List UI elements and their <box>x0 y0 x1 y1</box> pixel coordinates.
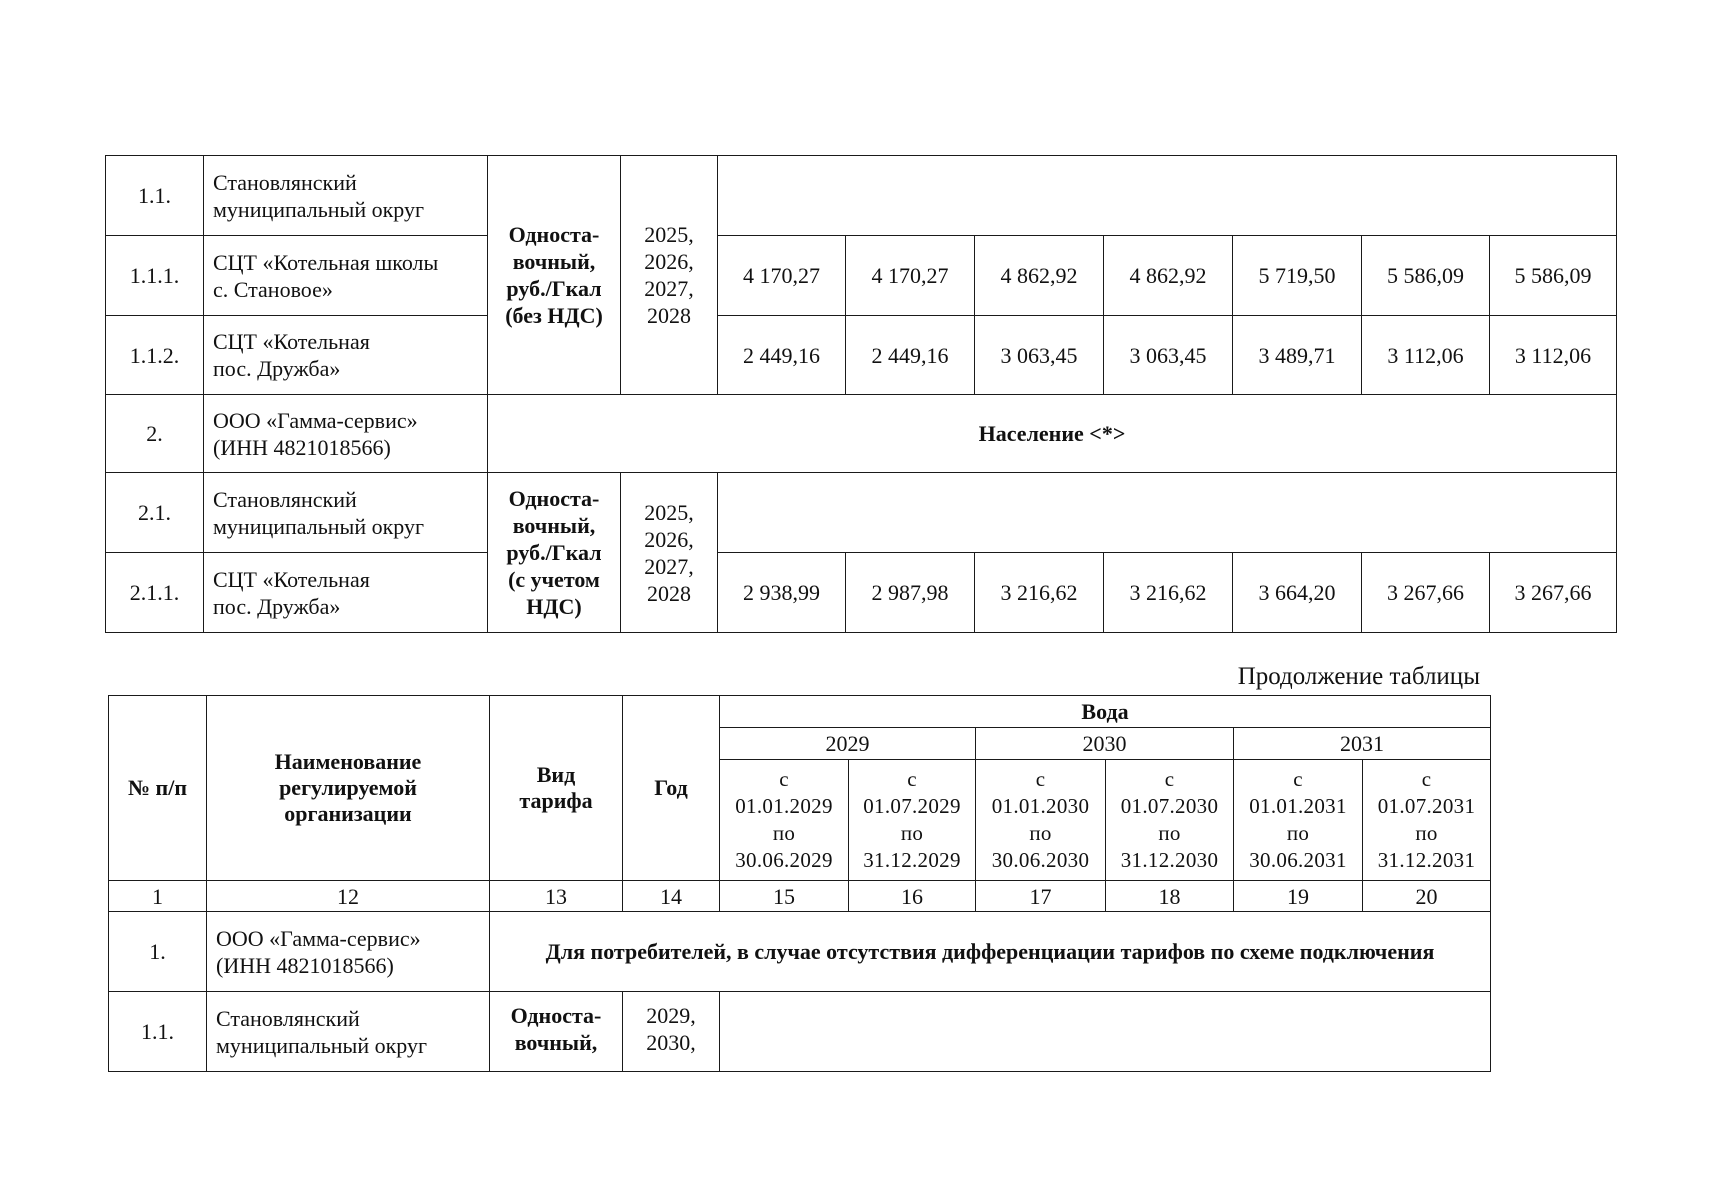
header-num: № п/п <box>109 696 207 881</box>
value-cell: 4 170,27 <box>846 236 975 316</box>
tariff-table-part1 <box>105 155 1617 633</box>
tariff-line: Односта- <box>508 222 600 247</box>
years-cell <box>623 992 720 1072</box>
value-cell: 2 449,16 <box>718 316 846 395</box>
period-line: 01.07.2029 <box>863 794 961 818</box>
value-cell: 5 586,09 <box>1490 236 1617 316</box>
header-year-2029: 2029 <box>720 728 976 760</box>
org-name-line: ООО «Гамма-сервис» <box>216 925 421 951</box>
years-cell <box>621 473 718 633</box>
column-number-row <box>109 881 1491 912</box>
value-cell: 3 267,66 <box>1362 553 1490 633</box>
tariff-type <box>488 473 621 633</box>
period-line: 01.01.2031 <box>1249 794 1347 818</box>
period-line: 01.01.2030 <box>991 794 1090 818</box>
period-line: с <box>907 767 917 791</box>
table-row <box>109 912 1491 992</box>
period-line: с <box>1421 767 1432 791</box>
year-line: 2026, <box>644 249 694 274</box>
org-name <box>204 473 488 553</box>
row-number: 1.1.1. <box>106 236 204 316</box>
period-line: 31.12.2031 <box>1377 848 1476 872</box>
header-year-2030: 2030 <box>976 728 1234 760</box>
header-group-water: Вода <box>720 696 1491 728</box>
header-line: тарифа <box>519 788 593 813</box>
table-row <box>106 473 1617 553</box>
header-period <box>1363 760 1491 881</box>
tariff-line: Односта- <box>510 1003 602 1028</box>
org-name-line: ООО «Гамма-сервис» <box>213 407 418 433</box>
value-cell: 5 719,50 <box>1233 236 1362 316</box>
row-number: 1.1.2. <box>106 316 204 395</box>
org-name-line: Становлянский <box>216 1005 360 1031</box>
period-line: 30.06.2030 <box>991 848 1090 872</box>
value-cell: 3 489,71 <box>1233 316 1362 395</box>
period-line: с <box>1035 767 1046 791</box>
tariff-line: вочный, <box>512 249 596 274</box>
header-period <box>1106 760 1234 881</box>
value-cell: 3 112,06 <box>1362 316 1490 395</box>
header-line: Наименование <box>274 749 422 774</box>
org-name-line: муниципальный округ <box>216 1032 428 1058</box>
period-line: по <box>1415 821 1438 845</box>
header-period <box>849 760 976 881</box>
tariff-line: Односта- <box>508 486 600 511</box>
org-name-line: Становлянский <box>213 169 357 195</box>
org-name <box>204 316 488 395</box>
value-cell: 4 862,92 <box>975 236 1104 316</box>
org-name-line: муниципальный округ <box>213 196 425 222</box>
value-cell: 3 063,45 <box>1104 316 1233 395</box>
row-number: 2. <box>106 395 204 473</box>
column-number: 12 <box>207 881 490 912</box>
table-row <box>109 992 1491 1072</box>
header-year: Год <box>623 696 720 881</box>
column-number: 18 <box>1106 881 1234 912</box>
org-name-line: пос. Дружба» <box>213 356 341 381</box>
year-line: 2025, <box>644 222 694 247</box>
period-line: 30.06.2031 <box>1249 848 1347 872</box>
column-number: 14 <box>623 881 720 912</box>
org-name <box>204 236 488 316</box>
period-line: с <box>1164 767 1175 791</box>
org-name <box>204 553 488 633</box>
row-number: 2.1. <box>106 473 204 553</box>
continuation-label: Продолжение таблицы <box>1237 663 1480 690</box>
org-name-line: СЦТ «Котельная школы <box>213 249 439 275</box>
period-line: 01.07.2030 <box>1120 794 1219 818</box>
header-line: организации <box>284 801 412 826</box>
tariff-line: вочный, <box>512 513 596 538</box>
period-line: по <box>1158 821 1181 845</box>
period-line: 01.07.2031 <box>1377 794 1476 818</box>
table-row <box>106 553 1617 633</box>
org-name <box>207 912 490 992</box>
year-line: 2028 <box>647 303 691 328</box>
org-name-line: с. Становое» <box>213 276 333 302</box>
value-cell: 3 664,20 <box>1233 553 1362 633</box>
org-name <box>207 992 490 1072</box>
value-cell: 3 112,06 <box>1490 316 1617 395</box>
org-name <box>204 156 488 236</box>
value-cell: 5 586,09 <box>1362 236 1490 316</box>
year-line: 2026, <box>644 526 694 552</box>
header-line: Вид <box>536 762 576 787</box>
tariff-line: (без НДС) <box>505 303 603 328</box>
period-line: 31.12.2029 <box>863 848 961 872</box>
period-line: 30.06.2029 <box>735 848 833 872</box>
column-number: 20 <box>1363 881 1491 912</box>
row-number: 1. <box>109 912 207 992</box>
table-row <box>106 236 1617 316</box>
tariff-type <box>490 992 623 1072</box>
column-number: 13 <box>490 881 623 912</box>
period-line: с <box>779 767 789 791</box>
org-name-line: СЦТ «Котельная <box>213 566 370 592</box>
value-cell: 3 267,66 <box>1490 553 1617 633</box>
header-period <box>1234 760 1363 881</box>
column-number: 1 <box>109 881 207 912</box>
empty-span-cell <box>720 992 1491 1072</box>
tariff-type <box>488 156 621 395</box>
org-name-line: СЦТ «Котельная <box>213 329 370 354</box>
value-cell: 2 449,16 <box>846 316 975 395</box>
row-number: 1.1. <box>106 156 204 236</box>
consumer-category: Население <*> <box>488 395 1617 473</box>
header-name <box>207 696 490 881</box>
header-line: регулируемой <box>279 775 417 800</box>
value-cell: 4 170,27 <box>718 236 846 316</box>
consumer-category: Для потребителей, в случае отсутствия дифференциации тарифов по схеме подключения <box>490 912 1491 992</box>
column-number: 19 <box>1234 881 1363 912</box>
year-line: 2030, <box>646 1030 696 1055</box>
period-line: по <box>1286 821 1310 845</box>
period-line: по <box>1029 821 1052 845</box>
year-line: 2025, <box>644 499 694 525</box>
period-line: 01.01.2029 <box>735 794 833 818</box>
row-number: 2.1.1. <box>106 553 204 633</box>
org-name-line: муниципальный округ <box>213 513 425 539</box>
table-row <box>106 395 1617 473</box>
period-line: с <box>1293 767 1303 791</box>
org-name-line: Становлянский <box>213 486 357 512</box>
org-name-line: пос. Дружба» <box>213 593 341 619</box>
tariff-line: (с учетом <box>508 567 600 592</box>
header-period <box>976 760 1106 881</box>
year-line: 2028 <box>647 580 691 606</box>
column-number: 15 <box>720 881 849 912</box>
period-line: 31.12.2030 <box>1120 848 1219 872</box>
row-number: 1.1. <box>109 992 207 1072</box>
period-line: по <box>900 821 924 845</box>
tariff-line: руб./Гкал <box>506 540 602 565</box>
header-year-2031: 2031 <box>1234 728 1491 760</box>
tariff-line: руб./Гкал <box>506 276 602 301</box>
value-cell: 4 862,92 <box>1104 236 1233 316</box>
years-cell <box>621 156 718 395</box>
header-period <box>720 760 849 881</box>
org-name-line: (ИНН 4821018566) <box>213 434 391 460</box>
period-line: по <box>772 821 796 845</box>
empty-span-cell <box>718 156 1617 236</box>
table-row <box>106 156 1617 236</box>
header-tariff <box>490 696 623 881</box>
year-line: 2027, <box>644 553 694 579</box>
value-cell: 3 216,62 <box>1104 553 1233 633</box>
year-line: 2027, <box>644 276 694 301</box>
value-cell: 3 063,45 <box>975 316 1104 395</box>
empty-span-cell <box>718 473 1617 553</box>
org-name-line: (ИНН 4821018566) <box>216 952 394 978</box>
header-row <box>109 696 1491 728</box>
tariff-table-part2 <box>108 695 1491 1072</box>
column-number: 17 <box>976 881 1106 912</box>
value-cell: 2 938,99 <box>718 553 846 633</box>
tariff-line: НДС) <box>526 594 582 619</box>
value-cell: 3 216,62 <box>975 553 1104 633</box>
table-row <box>106 316 1617 395</box>
value-cell: 2 987,98 <box>846 553 975 633</box>
column-number: 16 <box>849 881 976 912</box>
tariff-line: вочный, <box>514 1030 598 1055</box>
year-line: 2029, <box>646 1003 696 1028</box>
org-name <box>204 395 488 473</box>
